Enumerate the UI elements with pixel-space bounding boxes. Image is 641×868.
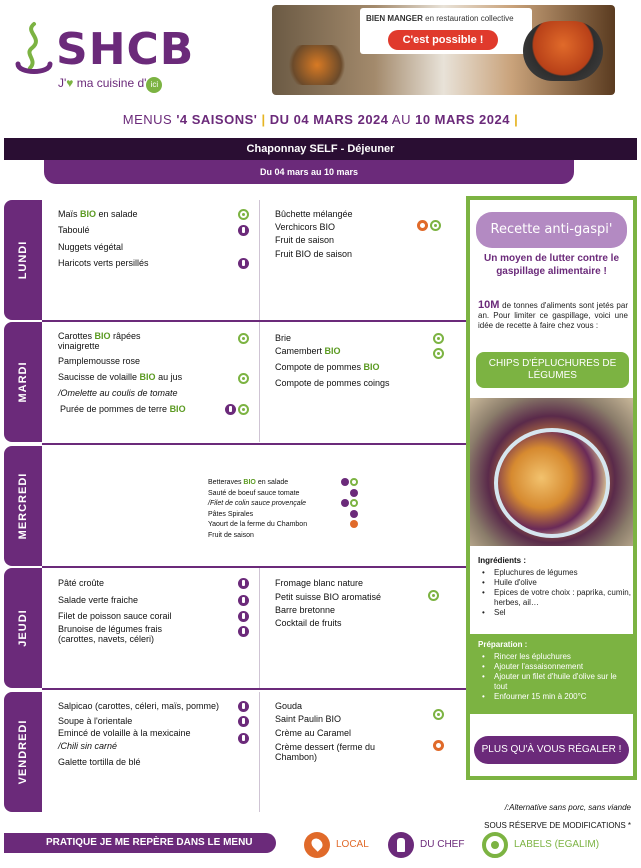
menu-item: Fruit BIO de saison — [275, 249, 353, 259]
menu-item: Chambon) — [275, 752, 318, 762]
list-item: • Ajouter l'assaisonnement — [482, 662, 630, 672]
list-item: • Epices de votre choix : paprika, cumin, herbes, ail… — [482, 588, 632, 608]
menu-item: Yaourt de la ferme du Chambon — [208, 521, 308, 528]
dish-photo — [523, 21, 603, 81]
list-item: • Ajouter un filet d'huile d'olive sur le tout — [482, 672, 630, 692]
chef-icon — [238, 611, 249, 622]
menu-item: Compote de pommes BIO — [275, 362, 380, 372]
chef-icon — [238, 733, 249, 744]
reserve-note: SOUS RÉSERVE DE MODIFICATIONS * — [484, 821, 631, 830]
menu-item: Salpicao (carottes, céleri, maïs, pomme) — [58, 701, 220, 711]
day-tab-vendredi: VENDREDI — [4, 692, 42, 812]
menu-item: Salade verte fraiche — [58, 595, 139, 605]
label-icon — [430, 220, 441, 231]
day-tab-jeudi: JEUDI — [4, 568, 42, 688]
panel-text: 10M de tonnes d'aliments sont jetés par an. Pour limiter ce gaspillage, voici une idée de recette à faire chez vous : — [478, 299, 628, 330]
local-icon — [433, 740, 444, 751]
logo-tagline: J'♥ ma cuisine d' ici — [58, 76, 162, 93]
label-icon — [433, 709, 444, 720]
chef-icon — [238, 225, 249, 236]
menu-item: Fruit de saison — [275, 235, 335, 245]
chef-icon — [238, 595, 249, 606]
menu-item: Filet de poisson sauce corail — [58, 611, 172, 621]
ingredients-title: Ingrédients : — [478, 556, 527, 565]
panel-subtitle: Un moyen de lutter contre le gaspillage alimentaire ! — [483, 253, 620, 277]
menu-item: Bûchette mélangée — [275, 209, 353, 219]
menu-item: Saint Paulin BIO — [275, 714, 342, 724]
day-tab-mercredi: MERCREDI — [4, 446, 42, 566]
menu-item: Galette tortilla de blé — [58, 757, 141, 767]
menu-item: Petit suisse BIO aromatisé — [275, 592, 382, 602]
banner-pill: C'est possible ! — [388, 30, 498, 50]
local-pin-icon — [304, 832, 330, 858]
chef-icon — [238, 701, 249, 712]
menu-item: Haricots verts persillés — [58, 258, 149, 268]
anti-gaspi-panel — [466, 196, 637, 780]
menu-item: Taboulé — [58, 225, 90, 235]
list-item: • Huile d'olive — [482, 578, 632, 588]
menu-item: Purée de pommes de terre BIO — [60, 404, 186, 414]
label-icon — [433, 333, 444, 344]
local-icon — [350, 520, 358, 528]
chef-icon — [341, 499, 349, 507]
local-icon — [417, 220, 428, 231]
menu-item: Fruit de saison — [208, 532, 254, 539]
menu-item: Soupe à l'orientale — [58, 716, 133, 726]
label-icon — [433, 348, 444, 359]
menu-item-alternative: /Omelette au coulis de tomate — [58, 388, 178, 398]
menu-item: Fromage blanc nature — [275, 578, 364, 588]
shcb-logo — [10, 18, 195, 98]
day-tab-mardi: MARDI — [4, 322, 42, 442]
menu-item: Pâté croûte — [58, 578, 105, 588]
chef-icon — [350, 510, 358, 518]
chef-icon — [238, 258, 249, 269]
chips-photo — [470, 398, 633, 546]
label-icon — [238, 209, 249, 220]
list-item: • Enfourner 15 min à 200°C — [482, 692, 630, 702]
header-banner — [272, 5, 615, 95]
menu-item: Carottes BIO râpées — [58, 331, 141, 341]
chef-icon — [350, 489, 358, 497]
menu-item: Brie — [275, 333, 292, 343]
label-icon — [238, 404, 249, 415]
label-icon — [238, 373, 249, 384]
alternative-note: /:Alternative sans porc, sans viande — [504, 803, 631, 812]
chef-hat-icon — [388, 832, 414, 858]
chef-icon — [238, 716, 249, 727]
menu-item: Verchicors BIO — [275, 222, 336, 232]
date-bar: Du 04 mars au 10 mars — [44, 160, 574, 184]
menu-item: Camembert BIO — [275, 346, 341, 356]
menu-title: MENUS '4 SAISONS' | DU 04 MARS 2024 AU 10 MARS 2024 | — [122, 112, 519, 127]
logo-brand: SHCB — [56, 24, 195, 75]
label-icon — [238, 333, 249, 344]
menu-item: Nuggets végétal — [58, 242, 124, 252]
chef-icon — [341, 478, 349, 486]
steam-icon — [14, 20, 54, 76]
ingredients-list — [482, 568, 632, 618]
list-item: • Sel — [482, 608, 632, 618]
chips-recipe-title: CHIPS D'ÉPLUCHURES DE LÉGUMES — [476, 352, 629, 388]
chef-icon — [225, 404, 236, 415]
menu-item: Cocktail de fruits — [275, 618, 342, 628]
heart-icon: ♥ — [66, 76, 74, 90]
banner-card: BIEN MANGER en restauration collective C'est possible ! — [360, 8, 532, 54]
menu-item: (carottes, navets, céleri) — [58, 634, 155, 644]
panel-title: Recette anti-gaspi' — [476, 212, 627, 248]
legend-bar: PRATIQUE JE ME REPÈRE DANS LE MENU — [4, 833, 276, 853]
preparation-list — [482, 652, 630, 702]
chef-icon — [238, 578, 249, 589]
menu-item-alternative: /Chili sin carné — [58, 741, 118, 751]
menu-item: Sauté de boeuf sauce tomate — [208, 490, 300, 497]
menu-item: Gouda — [275, 701, 303, 711]
label-icon — [428, 590, 439, 601]
chef-icon — [238, 626, 249, 637]
day-tab-lundi: LUNDI — [4, 200, 42, 320]
menu-item: Maïs BIO en salade — [58, 209, 138, 219]
menu-item: Crème dessert (ferme du — [275, 742, 376, 752]
preparation-title: Préparation : — [478, 640, 528, 649]
menu-item: Saucisse de volaille BIO au jus — [58, 372, 183, 382]
label-icon — [482, 832, 508, 858]
ici-badge: ici — [146, 77, 162, 93]
menu-item-alternative: /Filet de colin sauce provençale — [208, 500, 307, 507]
menu-item: Pâtes Spirales — [208, 511, 254, 518]
list-item: • Rincer les épluchures — [482, 652, 630, 662]
menu-item: Compote de pommes coings — [275, 378, 390, 388]
menu-item: Pamplemousse rose — [58, 356, 141, 366]
site-bar: Chaponnay SELF - Déjeuner — [4, 138, 637, 160]
enjoy-banner: PLUS QU'À VOUS RÉGALER ! — [474, 736, 629, 764]
list-item: • Epluchures de légumes — [482, 568, 632, 578]
menu-item: Crème au Caramel — [275, 728, 352, 738]
label-icon — [350, 499, 358, 507]
menu-item: Barre bretonne — [275, 605, 336, 615]
menu-item: Emincé de volaille à la mexicaine — [58, 728, 191, 738]
menu-item: Betteraves BIO en salade — [208, 479, 289, 486]
preparation-box — [470, 634, 633, 714]
menu-item: Brunoise de légumes frais — [58, 624, 163, 634]
soil-photo — [282, 45, 352, 85]
label-icon — [350, 478, 358, 486]
menu-item: vinaigrette — [58, 341, 100, 351]
